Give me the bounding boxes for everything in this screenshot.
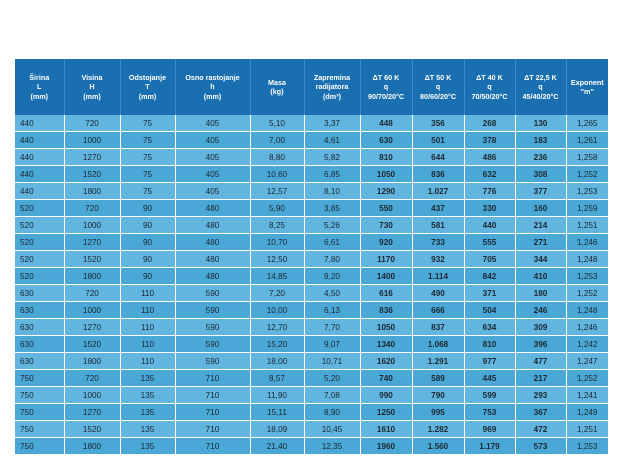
- cell-width: 440: [15, 166, 64, 183]
- header-line: Visina: [81, 72, 103, 82]
- cell-dt50: 932: [412, 251, 464, 268]
- cell-axis-spacing: 590: [175, 319, 250, 336]
- cell-offset: 75: [120, 149, 175, 166]
- cell-width: 520: [15, 268, 64, 285]
- table-row: [15, 200, 608, 217]
- header-line: ΔT 22,5 K: [524, 72, 557, 82]
- cell-offset: 135: [120, 370, 175, 387]
- cell-axis-spacing: 710: [175, 404, 250, 421]
- cell-width: 440: [15, 115, 64, 132]
- cell-mass: 5,10: [250, 115, 304, 132]
- cell-dt50: 1.282: [412, 421, 464, 438]
- cell-dt60: 1050: [360, 319, 412, 336]
- cell-dt50: 356: [412, 115, 464, 132]
- cell-width: 440: [15, 183, 64, 200]
- cell-axis-spacing: 590: [175, 285, 250, 302]
- cell-dt225: 367: [515, 404, 566, 421]
- cell-exponent: 1,246: [566, 319, 608, 336]
- cell-exponent: 1,247: [566, 353, 608, 370]
- cell-offset: 90: [120, 234, 175, 251]
- header-line: Osno rastojanje: [185, 72, 240, 82]
- cell-volume: 8,10: [304, 183, 360, 200]
- cell-height: 1520: [64, 421, 120, 438]
- cell-dt50: 437: [412, 200, 464, 217]
- header-line: radijatora: [315, 82, 349, 92]
- cell-axis-spacing: 405: [175, 183, 250, 200]
- cell-height: 1270: [64, 149, 120, 166]
- header-line: H: [89, 82, 95, 92]
- header-line: Širina: [29, 72, 50, 82]
- cell-mass: 21,40: [250, 438, 304, 455]
- cell-mass: 10,60: [250, 166, 304, 183]
- header-line: L: [37, 82, 42, 92]
- cell-dt225: 472: [515, 421, 566, 438]
- cell-volume: 3,85: [304, 200, 360, 217]
- cell-volume: 5,82: [304, 149, 360, 166]
- cell-exponent: 1,252: [566, 285, 608, 302]
- cell-exponent: 1,249: [566, 404, 608, 421]
- cell-offset: 75: [120, 115, 175, 132]
- cell-height: 1270: [64, 404, 120, 421]
- cell-dt225: 217: [515, 370, 566, 387]
- cell-dt225: 477: [515, 353, 566, 370]
- cell-dt40: 977: [464, 353, 515, 370]
- header-line: T: [145, 82, 150, 92]
- cell-mass: 8,57: [250, 370, 304, 387]
- cell-volume: 5,20: [304, 370, 360, 387]
- cell-height: 1520: [64, 336, 120, 353]
- cell-dt40: 753: [464, 404, 515, 421]
- table-row: [15, 438, 608, 455]
- cell-dt225: 246: [515, 302, 566, 319]
- table-row: [15, 217, 608, 234]
- cell-exponent: 1,242: [566, 336, 608, 353]
- header-line: Exponent: [570, 77, 604, 87]
- header-line: 80/60/20°C: [419, 91, 457, 101]
- header-dt40: [464, 59, 515, 115]
- cell-dt40: 634: [464, 319, 515, 336]
- cell-axis-spacing: 480: [175, 200, 250, 217]
- cell-height: 1800: [64, 268, 120, 285]
- header-line: ΔT 60 K: [372, 72, 400, 82]
- cell-dt50: 501: [412, 132, 464, 149]
- cell-exponent: 1,246: [566, 234, 608, 251]
- cell-dt225: 271: [515, 234, 566, 251]
- header-width: [15, 59, 64, 115]
- cell-axis-spacing: 590: [175, 336, 250, 353]
- header-volume: [304, 59, 360, 115]
- cell-dt60: 730: [360, 217, 412, 234]
- cell-offset: 110: [120, 285, 175, 302]
- cell-dt225: 309: [515, 319, 566, 336]
- cell-dt60: 630: [360, 132, 412, 149]
- header-axis-spacing: [175, 59, 250, 115]
- cell-offset: 135: [120, 438, 175, 455]
- cell-volume: 7,08: [304, 387, 360, 404]
- cell-dt60: 616: [360, 285, 412, 302]
- header-mass: [250, 59, 304, 115]
- cell-dt225: 344: [515, 251, 566, 268]
- cell-axis-spacing: 405: [175, 115, 250, 132]
- cell-offset: 135: [120, 404, 175, 421]
- header-line: 45/40/20°C: [522, 91, 559, 101]
- table-row: [15, 251, 608, 268]
- cell-width: 750: [15, 438, 64, 455]
- cell-dt50: 1.291: [412, 353, 464, 370]
- cell-volume: 9,20: [304, 268, 360, 285]
- cell-dt225: 573: [515, 438, 566, 455]
- table-body: [15, 115, 608, 455]
- radiator-spec-table: [15, 59, 608, 455]
- cell-axis-spacing: 710: [175, 387, 250, 404]
- cell-exponent: 1,251: [566, 217, 608, 234]
- cell-volume: 7,70: [304, 319, 360, 336]
- cell-dt40: 632: [464, 166, 515, 183]
- cell-exponent: 1,241: [566, 387, 608, 404]
- table-row: [15, 132, 608, 149]
- cell-dt60: 1170: [360, 251, 412, 268]
- cell-dt60: 1050: [360, 166, 412, 183]
- table-row: [15, 421, 608, 438]
- cell-dt225: 130: [515, 115, 566, 132]
- cell-dt60: 920: [360, 234, 412, 251]
- table-row: [15, 234, 608, 251]
- header-exponent: [566, 59, 608, 115]
- cell-mass: 11,90: [250, 387, 304, 404]
- header-dt60: [360, 59, 412, 115]
- header-line: Odstojanje: [128, 72, 167, 82]
- cell-offset: 75: [120, 132, 175, 149]
- cell-height: 1000: [64, 387, 120, 404]
- cell-axis-spacing: 405: [175, 149, 250, 166]
- cell-height: 1800: [64, 353, 120, 370]
- cell-dt40: 842: [464, 268, 515, 285]
- table-row: [15, 404, 608, 421]
- cell-mass: 14,85: [250, 268, 304, 285]
- cell-width: 440: [15, 149, 64, 166]
- cell-dt60: 448: [360, 115, 412, 132]
- cell-dt40: 486: [464, 149, 515, 166]
- cell-height: 720: [64, 370, 120, 387]
- header-line: (mm): [83, 91, 101, 101]
- cell-dt225: 160: [515, 200, 566, 217]
- cell-offset: 90: [120, 268, 175, 285]
- cell-dt60: 1400: [360, 268, 412, 285]
- header-line: q: [383, 82, 389, 92]
- cell-width: 630: [15, 353, 64, 370]
- cell-mass: 5,90: [250, 200, 304, 217]
- cell-volume: 10,45: [304, 421, 360, 438]
- cell-axis-spacing: 590: [175, 353, 250, 370]
- cell-volume: 10,71: [304, 353, 360, 370]
- cell-dt50: 733: [412, 234, 464, 251]
- header-line: ΔT 50 K: [424, 72, 452, 82]
- cell-height: 720: [64, 285, 120, 302]
- cell-dt50: 790: [412, 387, 464, 404]
- table-row: [15, 166, 608, 183]
- cell-volume: 7,80: [304, 251, 360, 268]
- header-dt225: [515, 59, 566, 115]
- header-line: ΔT 40 K: [476, 72, 503, 82]
- cell-offset: 110: [120, 302, 175, 319]
- cell-exponent: 1,251: [566, 421, 608, 438]
- header-line: q: [538, 82, 543, 92]
- table-row: [15, 268, 608, 285]
- header-line: Zapremina: [313, 72, 351, 82]
- header-offset: [120, 59, 175, 115]
- cell-axis-spacing: 710: [175, 370, 250, 387]
- header-line: (mm): [30, 91, 49, 101]
- cell-dt40: 555: [464, 234, 515, 251]
- cell-dt60: 1610: [360, 421, 412, 438]
- cell-offset: 90: [120, 200, 175, 217]
- header-line: q: [487, 82, 492, 92]
- header-line: 70/50/20°C: [471, 91, 508, 101]
- cell-dt40: 330: [464, 200, 515, 217]
- header-line: 90/70/20°C: [367, 91, 405, 101]
- cell-dt40: 810: [464, 336, 515, 353]
- cell-volume: 5,26: [304, 217, 360, 234]
- cell-dt40: 969: [464, 421, 515, 438]
- cell-dt40: 705: [464, 251, 515, 268]
- cell-dt40: 371: [464, 285, 515, 302]
- header-line: (mm): [203, 91, 222, 101]
- cell-dt225: 377: [515, 183, 566, 200]
- cell-dt60: 836: [360, 302, 412, 319]
- table-header: [15, 59, 608, 115]
- cell-volume: 9,07: [304, 336, 360, 353]
- cell-offset: 75: [120, 183, 175, 200]
- table-row: [15, 387, 608, 404]
- cell-exponent: 1,248: [566, 302, 608, 319]
- radiator-spec-table-wrapper: [15, 59, 608, 455]
- cell-width: 440: [15, 132, 64, 149]
- header-line: (dm³): [323, 91, 341, 101]
- cell-height: 1800: [64, 183, 120, 200]
- cell-dt50: 589: [412, 370, 464, 387]
- cell-axis-spacing: 710: [175, 438, 250, 455]
- cell-volume: 4,50: [304, 285, 360, 302]
- header-line: q: [435, 82, 441, 92]
- cell-dt60: 810: [360, 149, 412, 166]
- cell-dt50: 666: [412, 302, 464, 319]
- cell-width: 630: [15, 336, 64, 353]
- cell-mass: 10,70: [250, 234, 304, 251]
- cell-mass: 15,20: [250, 336, 304, 353]
- cell-width: 520: [15, 217, 64, 234]
- cell-width: 630: [15, 285, 64, 302]
- cell-exponent: 1,253: [566, 183, 608, 200]
- header-line: "m": [580, 87, 594, 96]
- cell-height: 1000: [64, 132, 120, 149]
- cell-axis-spacing: 480: [175, 251, 250, 268]
- cell-exponent: 1,253: [566, 438, 608, 455]
- cell-width: 520: [15, 234, 64, 251]
- cell-width: 630: [15, 319, 64, 336]
- cell-mass: 18,09: [250, 421, 304, 438]
- cell-dt40: 776: [464, 183, 515, 200]
- cell-dt50: 1.027: [412, 183, 464, 200]
- cell-dt40: 504: [464, 302, 515, 319]
- cell-dt225: 410: [515, 268, 566, 285]
- cell-mass: 12,70: [250, 319, 304, 336]
- cell-dt225: 293: [515, 387, 566, 404]
- cell-offset: 75: [120, 166, 175, 183]
- cell-dt50: 1.114: [412, 268, 464, 285]
- cell-exponent: 1,261: [566, 132, 608, 149]
- table-row: [15, 336, 608, 353]
- table-row: [15, 285, 608, 302]
- cell-width: 750: [15, 421, 64, 438]
- cell-mass: 12,57: [250, 183, 304, 200]
- cell-mass: 7,00: [250, 132, 304, 149]
- cell-width: 750: [15, 370, 64, 387]
- cell-dt40: 440: [464, 217, 515, 234]
- cell-height: 720: [64, 115, 120, 132]
- cell-height: 720: [64, 200, 120, 217]
- cell-width: 520: [15, 251, 64, 268]
- cell-dt60: 1340: [360, 336, 412, 353]
- cell-dt50: 1.068: [412, 336, 464, 353]
- cell-offset: 110: [120, 319, 175, 336]
- cell-dt50: 644: [412, 149, 464, 166]
- cell-exponent: 1,258: [566, 149, 608, 166]
- cell-height: 1000: [64, 217, 120, 234]
- cell-dt225: 183: [515, 132, 566, 149]
- cell-width: 750: [15, 387, 64, 404]
- cell-volume: 4,61: [304, 132, 360, 149]
- header-line: h: [210, 82, 215, 92]
- header-line: (kg): [270, 87, 284, 96]
- header-line: (mm): [138, 91, 157, 101]
- cell-mass: 15,11: [250, 404, 304, 421]
- cell-axis-spacing: 480: [175, 268, 250, 285]
- cell-dt50: 490: [412, 285, 464, 302]
- cell-height: 1520: [64, 251, 120, 268]
- cell-dt40: 268: [464, 115, 515, 132]
- cell-volume: 3,37: [304, 115, 360, 132]
- cell-axis-spacing: 480: [175, 217, 250, 234]
- cell-dt60: 990: [360, 387, 412, 404]
- header-line: Masa: [268, 77, 286, 87]
- cell-offset: 90: [120, 251, 175, 268]
- cell-height: 1000: [64, 302, 120, 319]
- cell-volume: 6,13: [304, 302, 360, 319]
- cell-dt225: 214: [515, 217, 566, 234]
- table-row: [15, 353, 608, 370]
- cell-dt40: 445: [464, 370, 515, 387]
- cell-volume: 6,85: [304, 166, 360, 183]
- cell-width: 520: [15, 200, 64, 217]
- cell-width: 630: [15, 302, 64, 319]
- cell-dt40: 378: [464, 132, 515, 149]
- cell-exponent: 1,252: [566, 370, 608, 387]
- table-row: [15, 370, 608, 387]
- cell-mass: 18,00: [250, 353, 304, 370]
- cell-axis-spacing: 590: [175, 302, 250, 319]
- cell-volume: 8,90: [304, 404, 360, 421]
- cell-mass: 12,50: [250, 251, 304, 268]
- cell-volume: 12,35: [304, 438, 360, 455]
- cell-dt60: 1290: [360, 183, 412, 200]
- cell-dt60: 740: [360, 370, 412, 387]
- cell-width: 750: [15, 404, 64, 421]
- table-row: [15, 149, 608, 166]
- cell-dt60: 1250: [360, 404, 412, 421]
- cell-height: 1520: [64, 166, 120, 183]
- cell-dt50: 837: [412, 319, 464, 336]
- cell-axis-spacing: 405: [175, 166, 250, 183]
- table-row: [15, 115, 608, 132]
- cell-offset: 135: [120, 421, 175, 438]
- cell-dt225: 236: [515, 149, 566, 166]
- cell-dt50: 836: [412, 166, 464, 183]
- cell-axis-spacing: 405: [175, 132, 250, 149]
- cell-offset: 110: [120, 336, 175, 353]
- cell-dt60: 550: [360, 200, 412, 217]
- cell-dt40: 599: [464, 387, 515, 404]
- cell-offset: 135: [120, 387, 175, 404]
- cell-mass: 10,00: [250, 302, 304, 319]
- header-dt50: [412, 59, 464, 115]
- cell-height: 1270: [64, 234, 120, 251]
- cell-exponent: 1,253: [566, 268, 608, 285]
- cell-mass: 8,80: [250, 149, 304, 166]
- cell-dt50: 581: [412, 217, 464, 234]
- cell-exponent: 1,252: [566, 166, 608, 183]
- cell-dt50: 995: [412, 404, 464, 421]
- cell-exponent: 1,248: [566, 251, 608, 268]
- cell-dt225: 308: [515, 166, 566, 183]
- cell-exponent: 1,265: [566, 115, 608, 132]
- cell-dt40: 1.179: [464, 438, 515, 455]
- cell-offset: 110: [120, 353, 175, 370]
- cell-exponent: 1,259: [566, 200, 608, 217]
- table-row: [15, 319, 608, 336]
- cell-dt60: 1620: [360, 353, 412, 370]
- cell-offset: 90: [120, 217, 175, 234]
- cell-volume: 6,61: [304, 234, 360, 251]
- table-row: [15, 302, 608, 319]
- cell-height: 1800: [64, 438, 120, 455]
- header-row: [15, 59, 608, 115]
- cell-mass: 7,20: [250, 285, 304, 302]
- cell-dt225: 396: [515, 336, 566, 353]
- cell-dt225: 180: [515, 285, 566, 302]
- header-height: [64, 59, 120, 115]
- cell-mass: 8,25: [250, 217, 304, 234]
- cell-dt60: 1960: [360, 438, 412, 455]
- cell-axis-spacing: 480: [175, 234, 250, 251]
- cell-dt50: 1.560: [412, 438, 464, 455]
- table-row: [15, 183, 608, 200]
- cell-axis-spacing: 710: [175, 421, 250, 438]
- cell-height: 1270: [64, 319, 120, 336]
